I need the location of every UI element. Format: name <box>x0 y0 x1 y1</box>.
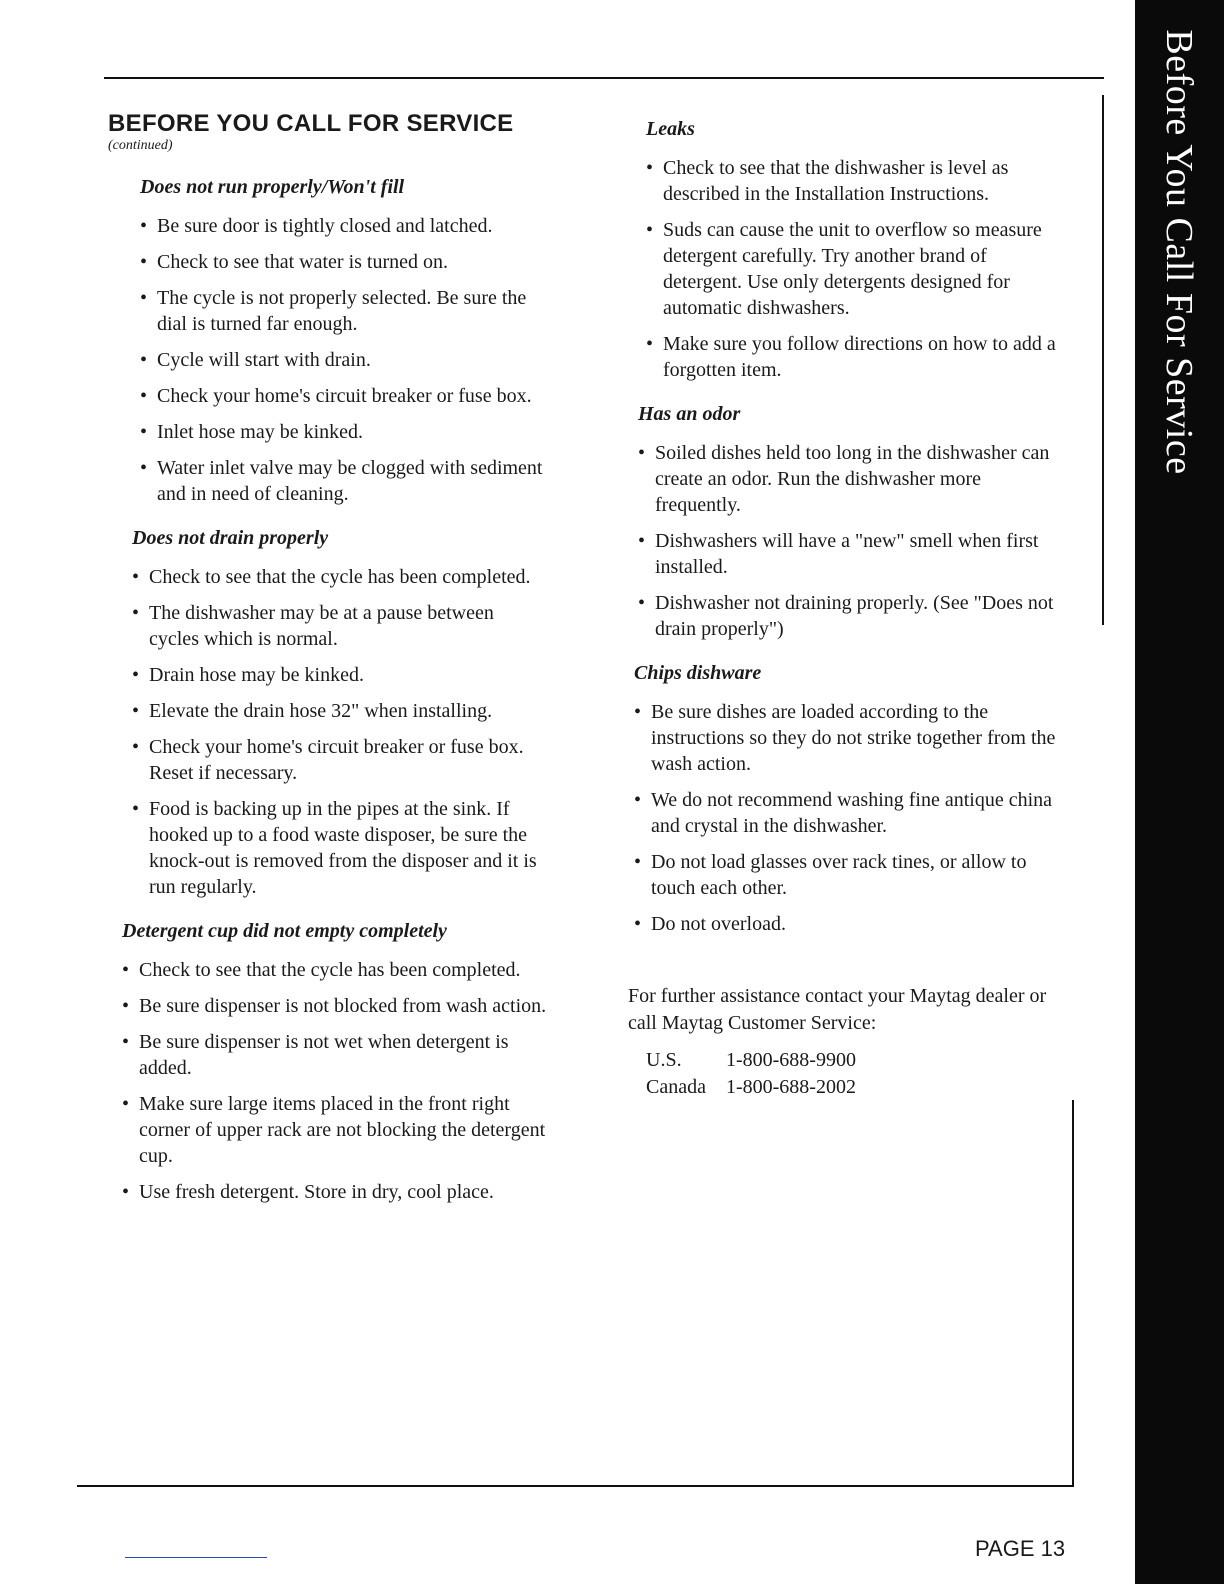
list-item-text: Make sure large items placed in the front right corner of upper rack are not blocking the detergent cup. <box>139 1093 546 1167</box>
phone-region: U.S. <box>646 1049 682 1071</box>
list-item-text: Water inlet valve may be clogged with sediment and in need of cleaning. <box>157 457 543 505</box>
side-tab <box>1135 0 1224 1584</box>
list-item <box>634 699 1068 777</box>
right-column <box>628 118 1068 1101</box>
list-item-text: We do not recommend washing fine antique china and crystal in the dishwasher. <box>651 789 1053 837</box>
list-item <box>132 734 548 786</box>
section-heading: Does not run properly/Won't fill <box>140 176 405 198</box>
list-item-text: Be sure dispenser is not blocked from wash action. <box>139 995 547 1017</box>
bullet-icon: • <box>122 995 130 1017</box>
list-item-text: Do not load glasses over rack tines, or allow to touch each other. <box>651 851 1027 899</box>
list-item <box>122 1179 548 1205</box>
phone-row <box>646 1074 876 1101</box>
list-item-text: Check your home's circuit breaker or fuse box. <box>157 385 532 407</box>
list-item-text: Check to see that water is turned on. <box>157 251 449 273</box>
list-item-text: Make sure you follow directions on how to add a forgotten item. <box>663 333 1056 381</box>
bullet-icon: • <box>634 701 642 723</box>
top-rule <box>104 77 1104 79</box>
list-item <box>634 911 1068 937</box>
section-block <box>638 403 1068 642</box>
bullet-icon: • <box>646 219 654 241</box>
section-heading: Chips dishware <box>634 662 762 684</box>
list-item <box>122 1091 548 1169</box>
list-item <box>140 383 548 409</box>
bullet-icon: • <box>140 385 148 407</box>
section-block <box>140 176 548 507</box>
bullet-icon: • <box>638 442 646 464</box>
section-block <box>646 118 1068 383</box>
list-item <box>638 528 1068 580</box>
bullet-icon: • <box>634 913 642 935</box>
bullet-list <box>132 564 548 900</box>
list-item <box>132 698 548 724</box>
footer-underline <box>125 1557 267 1558</box>
list-item <box>634 849 1068 901</box>
right-sections <box>628 118 1068 937</box>
list-item-text: Check to see that the cycle has been completed. <box>139 959 521 981</box>
section-block <box>122 920 548 1205</box>
page-number: PAGE 13 <box>975 1536 1066 1561</box>
list-item-text: Check to see that the dishwasher is level as described in the Installation Instructions. <box>663 157 1009 205</box>
bullet-icon: • <box>634 789 642 811</box>
bullet-icon: • <box>122 1031 130 1053</box>
phone-table <box>646 1047 876 1101</box>
list-item-text: Suds can cause the unit to overflow so measure detergent carefully. Try another brand of detergent. Use only detergents designed for automatic dishwashers. <box>663 219 1042 319</box>
left-column <box>108 110 548 1225</box>
list-item-text: Do not overload. <box>651 913 786 935</box>
page-title: BEFORE YOU CALL FOR SERVICE <box>108 110 514 137</box>
bullet-icon: • <box>638 530 646 552</box>
list-item <box>638 590 1068 642</box>
list-item <box>122 1029 548 1081</box>
list-item <box>634 787 1068 839</box>
list-item <box>140 455 548 507</box>
right-rule-upper <box>1102 95 1104 625</box>
list-item <box>140 213 548 239</box>
phone-row <box>646 1047 876 1074</box>
list-item <box>122 993 548 1019</box>
bullet-icon: • <box>132 566 140 588</box>
list-item-text: Be sure dishes are loaded according to the instructions so they do not strike together from the wash action. <box>651 701 1056 775</box>
list-item-text: Be sure door is tightly closed and latched. <box>157 215 493 237</box>
bullet-list <box>140 213 548 507</box>
bullet-icon: • <box>646 157 654 179</box>
bullet-list <box>638 440 1068 642</box>
list-item <box>140 249 548 275</box>
section-block <box>132 527 548 900</box>
list-item <box>646 217 1068 321</box>
list-item-text: Dishwasher not draining properly. (See "Does not drain properly") <box>655 592 1054 640</box>
bottom-rule <box>77 1485 1074 1487</box>
list-item-text: Cycle will start with drain. <box>157 349 371 371</box>
list-item-text: Check your home's circuit breaker or fuse box. Reset if necessary. <box>149 736 524 784</box>
bullet-icon: • <box>122 959 130 981</box>
list-item <box>132 796 548 900</box>
bullet-icon: • <box>122 1181 130 1203</box>
bullet-icon: • <box>140 287 148 309</box>
bullet-list <box>646 155 1068 383</box>
bullet-icon: • <box>140 349 148 371</box>
list-item <box>140 419 548 445</box>
list-item <box>132 662 548 688</box>
list-item <box>646 155 1068 207</box>
list-item <box>140 347 548 373</box>
bullet-icon: • <box>646 333 654 355</box>
right-rule-lower <box>1072 1100 1074 1485</box>
bullet-icon: • <box>132 700 140 722</box>
section-heading: Detergent cup did not empty completely <box>122 920 447 942</box>
bullet-icon: • <box>140 215 148 237</box>
bullet-icon: • <box>140 251 148 273</box>
section-heading: Does not drain properly <box>132 527 329 549</box>
section-heading: Leaks <box>646 118 695 140</box>
list-item-text: Soiled dishes held too long in the dishwasher can create an odor. Run the dishwasher more frequently. <box>655 442 1050 516</box>
list-item <box>132 564 548 590</box>
list-item-text: Inlet hose may be kinked. <box>157 421 364 443</box>
list-item <box>140 285 548 337</box>
bullet-icon: • <box>140 421 148 443</box>
bullet-icon: • <box>132 798 140 820</box>
list-item-text: Use fresh detergent. Store in dry, cool place. <box>139 1181 494 1203</box>
list-item <box>638 440 1068 518</box>
phone-number: 1-800-688-2002 <box>725 1076 856 1098</box>
list-item <box>132 600 548 652</box>
list-item-text: Elevate the drain hose 32" when installing. <box>149 700 493 722</box>
bullet-icon: • <box>634 851 642 873</box>
continued-note: (continued) <box>108 138 173 153</box>
bullet-list <box>122 957 548 1205</box>
list-item <box>646 331 1068 383</box>
left-sections <box>108 176 548 1205</box>
bullet-icon: • <box>132 736 140 758</box>
side-tab-label: Before You Call For Service <box>1158 29 1200 475</box>
bullet-icon: • <box>132 602 140 624</box>
list-item-text: Be sure dispenser is not wet when detergent is added. <box>139 1031 509 1079</box>
section-block <box>634 662 1068 937</box>
bullet-icon: • <box>122 1093 130 1115</box>
phone-number: 1-800-688-9900 <box>725 1049 856 1071</box>
phone-region: Canada <box>646 1076 706 1098</box>
bullet-icon: • <box>140 457 148 479</box>
list-item-text: Check to see that the cycle has been completed. <box>149 566 531 588</box>
list-item <box>122 957 548 983</box>
list-item-text: The cycle is not properly selected. Be sure the dial is turned far enough. <box>157 287 527 335</box>
bullet-icon: • <box>132 664 140 686</box>
list-item-text: Drain hose may be kinked. <box>149 664 364 686</box>
bullet-icon: • <box>638 592 646 614</box>
section-heading: Has an odor <box>638 403 741 425</box>
list-item-text: Food is backing up in the pipes at the sink. If hooked up to a food waste disposer, be sure the knock-out is removed from the disposer and it is run regularly. <box>149 798 537 898</box>
bullet-list <box>634 699 1068 937</box>
assistance-text: For further assistance contact your Maytag dealer or call Maytag Customer Service: <box>628 985 1047 1034</box>
list-item-text: The dishwasher may be at a pause between cycles which is normal. <box>149 602 494 650</box>
list-item-text: Dishwashers will have a "new" smell when first installed. <box>655 530 1039 578</box>
